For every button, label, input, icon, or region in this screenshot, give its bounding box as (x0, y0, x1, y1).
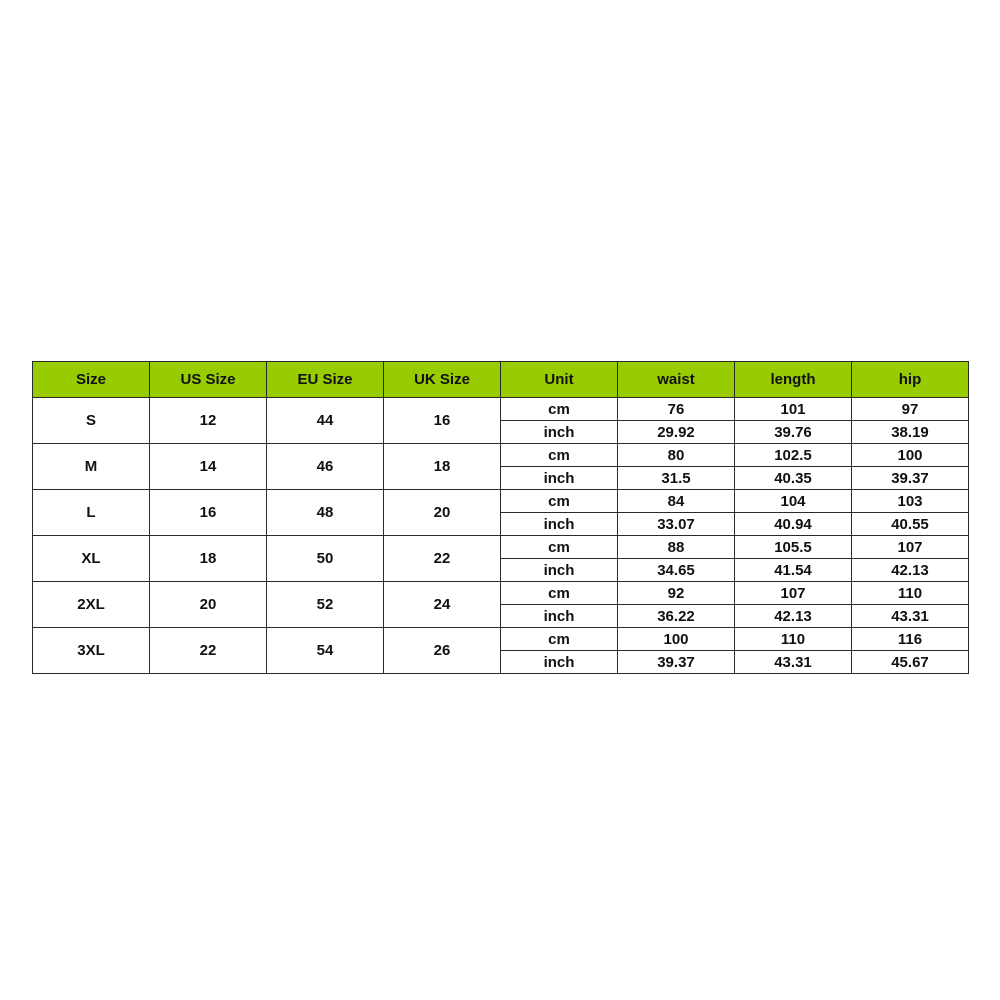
cell-us-size: 14 (150, 444, 267, 490)
cell-length: 101 (735, 398, 852, 421)
cell-waist: 88 (618, 536, 735, 559)
cell-hip: 110 (852, 582, 969, 605)
table-body (33, 398, 969, 674)
cell-waist: 33.07 (618, 513, 735, 536)
cell-length: 40.94 (735, 513, 852, 536)
table-header (33, 362, 969, 398)
header-size: Size (33, 362, 150, 398)
cell-us-size: 20 (150, 582, 267, 628)
cell-length: 39.76 (735, 421, 852, 444)
cell-hip: 43.31 (852, 605, 969, 628)
header-unit: Unit (501, 362, 618, 398)
cell-waist: 34.65 (618, 559, 735, 582)
cell-us-size: 12 (150, 398, 267, 444)
cell-waist: 31.5 (618, 467, 735, 490)
cell-waist: 29.92 (618, 421, 735, 444)
header-us-size: US Size (150, 362, 267, 398)
cell-size: L (33, 490, 150, 536)
header-row (33, 362, 969, 398)
cell-unit: inch (501, 605, 618, 628)
cell-length: 104 (735, 490, 852, 513)
cell-waist: 36.22 (618, 605, 735, 628)
cell-eu-size: 50 (267, 536, 384, 582)
cell-eu-size: 46 (267, 444, 384, 490)
table-row (33, 536, 969, 559)
cell-length: 42.13 (735, 605, 852, 628)
cell-unit: cm (501, 628, 618, 651)
cell-hip: 45.67 (852, 651, 969, 674)
cell-unit: inch (501, 421, 618, 444)
header-hip: hip (852, 362, 969, 398)
header-eu-size: EU Size (267, 362, 384, 398)
header-length: length (735, 362, 852, 398)
cell-us-size: 22 (150, 628, 267, 674)
cell-length: 41.54 (735, 559, 852, 582)
cell-unit: cm (501, 490, 618, 513)
cell-hip: 116 (852, 628, 969, 651)
table-row (33, 490, 969, 513)
cell-waist: 84 (618, 490, 735, 513)
cell-size: 3XL (33, 628, 150, 674)
cell-unit: cm (501, 536, 618, 559)
cell-eu-size: 54 (267, 628, 384, 674)
header-waist: waist (618, 362, 735, 398)
cell-uk-size: 22 (384, 536, 501, 582)
cell-length: 40.35 (735, 467, 852, 490)
cell-waist: 100 (618, 628, 735, 651)
cell-unit: cm (501, 398, 618, 421)
cell-length: 107 (735, 582, 852, 605)
cell-unit: cm (501, 444, 618, 467)
cell-hip: 42.13 (852, 559, 969, 582)
table-row (33, 628, 969, 651)
cell-waist: 39.37 (618, 651, 735, 674)
cell-length: 105.5 (735, 536, 852, 559)
cell-uk-size: 16 (384, 398, 501, 444)
cell-eu-size: 52 (267, 582, 384, 628)
cell-uk-size: 24 (384, 582, 501, 628)
cell-hip: 100 (852, 444, 969, 467)
cell-uk-size: 26 (384, 628, 501, 674)
cell-uk-size: 20 (384, 490, 501, 536)
cell-waist: 76 (618, 398, 735, 421)
cell-hip: 39.37 (852, 467, 969, 490)
cell-length: 102.5 (735, 444, 852, 467)
cell-hip: 97 (852, 398, 969, 421)
cell-unit: inch (501, 559, 618, 582)
cell-waist: 80 (618, 444, 735, 467)
cell-unit: inch (501, 651, 618, 674)
cell-waist: 92 (618, 582, 735, 605)
size-chart-table (32, 361, 969, 674)
table-row (33, 398, 969, 421)
cell-size: M (33, 444, 150, 490)
table-row (33, 444, 969, 467)
cell-size: 2XL (33, 582, 150, 628)
cell-us-size: 16 (150, 490, 267, 536)
cell-unit: inch (501, 467, 618, 490)
header-uk-size: UK Size (384, 362, 501, 398)
cell-size: XL (33, 536, 150, 582)
table-row (33, 582, 969, 605)
cell-hip: 38.19 (852, 421, 969, 444)
cell-hip: 107 (852, 536, 969, 559)
cell-eu-size: 44 (267, 398, 384, 444)
cell-hip: 103 (852, 490, 969, 513)
cell-unit: inch (501, 513, 618, 536)
cell-us-size: 18 (150, 536, 267, 582)
cell-eu-size: 48 (267, 490, 384, 536)
cell-size: S (33, 398, 150, 444)
cell-unit: cm (501, 582, 618, 605)
cell-length: 43.31 (735, 651, 852, 674)
cell-hip: 40.55 (852, 513, 969, 536)
cell-length: 110 (735, 628, 852, 651)
cell-uk-size: 18 (384, 444, 501, 490)
